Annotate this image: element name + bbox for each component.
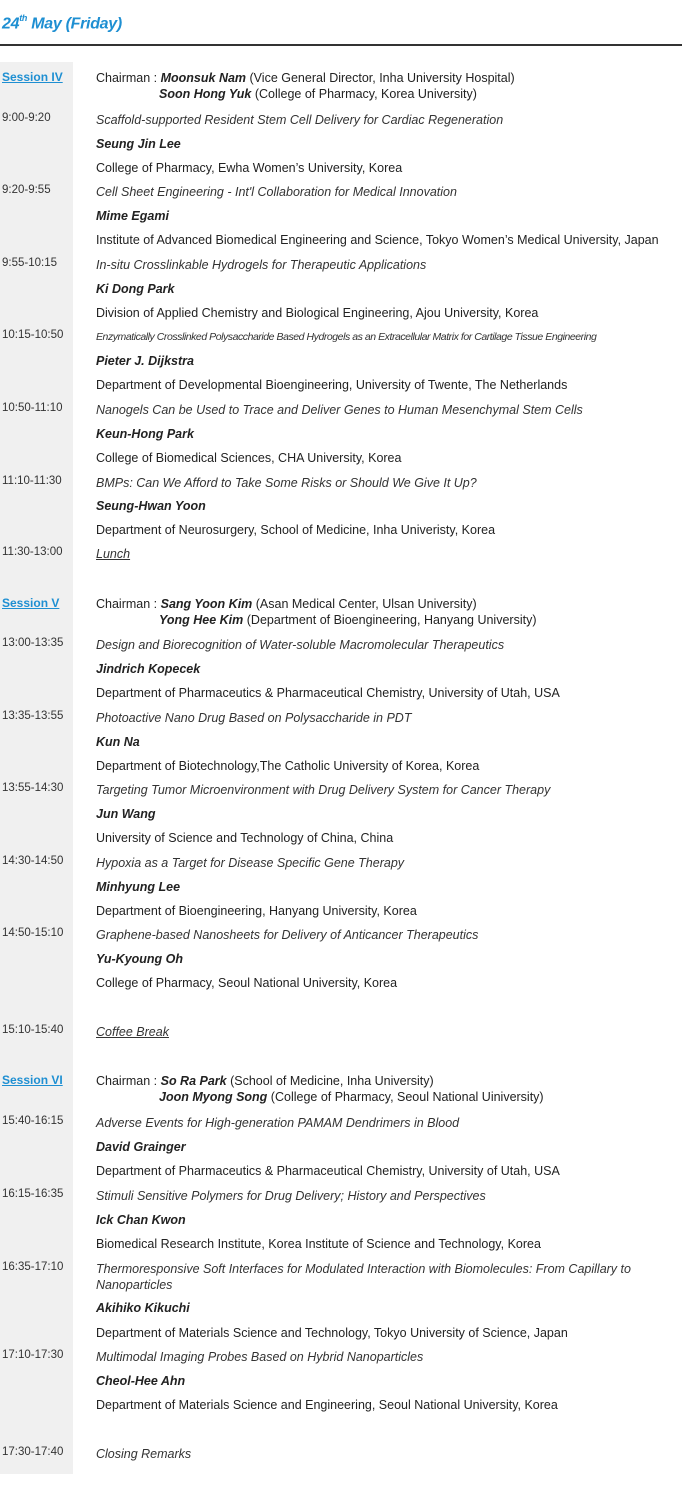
talk-title: Enzymatically Crosslinked Polysaccharide Based Hydrogels as an Extracellular Matrix for Cartilage Tissue Engineering: [96, 331, 597, 343]
speaker-affiliation: Department of Materials Science and Technology, Tokyo University of Science, Japan: [96, 1326, 568, 1340]
talk-title: Design and Biorecognition of Water-soluble Macromolecular Therapeutics: [96, 638, 505, 652]
title-divider: [0, 44, 682, 46]
affiliation-row: [0, 899, 682, 923]
talk-row: [0, 471, 682, 495]
speaker-row: [0, 277, 682, 301]
closing-time: 17:30-17:40: [2, 1446, 64, 1458]
session-4-header: [0, 66, 682, 102]
speaker-affiliation: Department of Neurosurgery, School of Medicine, Inha Univeristy, Korea: [96, 523, 496, 537]
lunch-time: 11:30-13:00: [2, 546, 63, 558]
closing-label: Closing Remarks: [96, 1447, 192, 1461]
talk-title: Targeting Tumor Microenvironment with Drug Delivery System for Cancer Therapy: [96, 783, 551, 797]
affiliation-row: [0, 373, 682, 397]
talk-row: [0, 253, 682, 277]
speaker-name: Ick Chan Kwon: [96, 1213, 186, 1227]
affiliation-row: [0, 1321, 682, 1345]
talk-row: [0, 1257, 682, 1293]
talk-title: Adverse Events for High-generation PAMAM Dendrimers in Blood: [96, 1116, 460, 1130]
talk-title: Scaffold-supported Resident Stem Cell Delivery for Cardiac Regeneration: [96, 113, 504, 127]
speaker-row: [0, 132, 682, 156]
talk-row: [0, 1184, 682, 1208]
talk-time: 17:10-17:30: [2, 1349, 64, 1361]
speaker-row: [0, 802, 682, 826]
speaker-affiliation: College of Pharmacy, Ewha Women’s University, Korea: [96, 161, 403, 175]
session-5-chairs: Chairman : Sang Yoon Kim (Asan Medical Center, Ulsan University) Yong Hee Kim (Department of Bioengineering, Hanyang University): [96, 597, 537, 627]
speaker-name: Ki Dong Park: [96, 282, 175, 296]
talk-row: [0, 180, 682, 204]
talk-title: BMPs: Can We Afford to Take Some Risks or Should We Give It Up?: [96, 476, 477, 490]
speaker-affiliation: Division of Applied Chemistry and Biological Engineering, Ajou University, Korea: [96, 306, 539, 320]
talk-time: 11:10-11:30: [2, 475, 62, 487]
speaker-affiliation: University of Science and Technology of China, China: [96, 831, 394, 845]
speaker-name: Pieter J. Dijkstra: [96, 354, 194, 368]
speaker-affiliation: Department of Biotechnology,The Catholic University of Korea, Korea: [96, 759, 480, 773]
speaker-name: Kun Na: [96, 735, 140, 749]
affiliation-row: [0, 228, 682, 252]
talk-row: [0, 1345, 682, 1369]
talk-time: 9:00-9:20: [2, 112, 51, 124]
speaker-affiliation: Department of Bioengineering, Hanyang University, Korea: [96, 904, 417, 918]
session-4-chairs: Chairman : Moonsuk Nam (Vice General Director, Inha University Hospital) Soon Hong Yuk (College of Pharmacy, Korea University): [96, 71, 515, 101]
speaker-name: Yu-Kyoung Oh: [96, 952, 184, 966]
speaker-row: [0, 1296, 682, 1320]
affiliation-row: [0, 518, 682, 542]
break-time: 15:10-15:40: [2, 1024, 64, 1036]
speaker-name: Minhyung Lee: [96, 880, 181, 894]
speaker-name: Keun-Hong Park: [96, 427, 194, 441]
speaker-row: [0, 730, 682, 754]
talk-time: 16:15-16:35: [2, 1188, 64, 1200]
talk-time: 16:35-17:10: [2, 1261, 64, 1273]
speaker-row: [0, 1135, 682, 1159]
speaker-affiliation: College of Pharmacy, Seoul National University, Korea: [96, 976, 398, 990]
talk-title: Thermoresponsive Soft Interfaces for Modulated Interaction with Biomolecules: From Capillary to Nanoparticles: [96, 1262, 631, 1292]
talk-row: [0, 778, 682, 802]
talk-time: 14:30-14:50: [2, 855, 64, 867]
speaker-affiliation: Department of Pharmaceutics & Pharmaceutical Chemistry, University of Utah, USA: [96, 686, 560, 700]
talk-title: Graphene-based Nanosheets for Delivery of Anticancer Therapeutics: [96, 928, 479, 942]
affiliation-row: [0, 681, 682, 705]
session-6-link[interactable]: Session VI: [2, 1073, 63, 1087]
talk-time: 15:40-16:15: [2, 1115, 64, 1127]
speaker-name: Seung Jin Lee: [96, 137, 181, 151]
talk-title: Nanogels Can be Used to Trace and Deliver Genes to Human Mesenchymal Stem Cells: [96, 403, 583, 417]
speaker-row: [0, 494, 682, 518]
affiliation-row: [0, 301, 682, 325]
talk-time: 10:50-11:10: [2, 402, 63, 414]
session-6-chairs: Chairman : So Ra Park (School of Medicine, Inha University) Joon Myong Song (College of Pharmacy, Seoul National Uiniversity): [96, 1074, 544, 1104]
affiliation-row: [0, 971, 682, 995]
talk-row: [0, 325, 682, 349]
session-6-header: [0, 1069, 682, 1105]
speaker-row: [0, 349, 682, 373]
speaker-row: [0, 1369, 682, 1393]
talk-row: [0, 851, 682, 875]
talk-time: 14:50-15:10: [2, 927, 64, 939]
talk-row: [0, 108, 682, 132]
talk-time: 10:15-10:50: [2, 329, 64, 341]
talk-title: Hypoxia as a Target for Disease Specific Gene Therapy: [96, 856, 405, 870]
session-5-header: [0, 592, 682, 628]
affiliation-row: [0, 826, 682, 850]
speaker-affiliation: Department of Materials Science and Engineering, Seoul National University, Korea: [96, 1398, 558, 1412]
closing-row: [0, 1442, 682, 1466]
day-title: 24th May (Friday): [2, 13, 122, 33]
affiliation-row: [0, 446, 682, 470]
speaker-name: Cheol-Hee Ahn: [96, 1374, 186, 1388]
talk-row: [0, 398, 682, 422]
session-5-link[interactable]: Session V: [2, 596, 60, 610]
talk-title: Cell Sheet Engineering - Int'l Collaboration for Medical Innovation: [96, 185, 457, 199]
speaker-name: Seung-Hwan Yoon: [96, 499, 206, 513]
speaker-affiliation: Department of Developmental Bioengineering, University of Twente, The Netherlands: [96, 378, 568, 392]
speaker-row: [0, 657, 682, 681]
affiliation-row: [0, 1232, 682, 1256]
speaker-affiliation: College of Biomedical Sciences, CHA University, Korea: [96, 451, 402, 465]
affiliation-row: [0, 1159, 682, 1183]
speaker-affiliation: Department of Pharmaceutics & Pharmaceutical Chemistry, University of Utah, USA: [96, 1164, 560, 1178]
talk-row: [0, 1111, 682, 1135]
speaker-name: Mime Egami: [96, 209, 169, 223]
speaker-row: [0, 947, 682, 971]
break-row: [0, 1020, 682, 1044]
speaker-row: [0, 204, 682, 228]
talk-time: 9:55-10:15: [2, 257, 57, 269]
talk-time: 13:55-14:30: [2, 782, 64, 794]
talk-title: Stimuli Sensitive Polymers for Drug Delivery; History and Perspectives: [96, 1189, 486, 1203]
talk-time: 13:35-13:55: [2, 710, 64, 722]
speaker-affiliation: Biomedical Research Institute, Korea Institute of Science and Technology, Korea: [96, 1237, 541, 1251]
speaker-name: David Grainger: [96, 1140, 186, 1154]
speaker-row: [0, 1208, 682, 1232]
talk-row: [0, 923, 682, 947]
lunch-label: Lunch: [96, 547, 131, 561]
affiliation-row: [0, 156, 682, 180]
talk-time: 13:00-13:35: [2, 637, 64, 649]
affiliation-row: [0, 1393, 682, 1417]
talk-title: Multimodal Imaging Probes Based on Hybrid Nanoparticles: [96, 1350, 424, 1364]
break-label: Coffee Break: [96, 1025, 169, 1039]
affiliation-row: [0, 754, 682, 778]
speaker-row: [0, 422, 682, 446]
session-4-link[interactable]: Session IV: [2, 70, 63, 84]
speaker-name: Jun Wang: [96, 807, 156, 821]
talk-title: Photoactive Nano Drug Based on Polysaccharide in PDT: [96, 711, 412, 725]
speaker-affiliation: Institute of Advanced Biomedical Engineering and Science, Tokyo Women’s Medical University, Japan: [96, 233, 659, 247]
talk-title: In-situ Crosslinkable Hydrogels for Therapeutic Applications: [96, 258, 427, 272]
speaker-row: [0, 875, 682, 899]
lunch-row: [0, 542, 682, 566]
talk-row: [0, 633, 682, 657]
talk-time: 9:20-9:55: [2, 184, 51, 196]
speaker-name: Jindrich Kopecek: [96, 662, 201, 676]
talk-row: [0, 706, 682, 730]
speaker-name: Akihiko Kikuchi: [96, 1301, 190, 1315]
